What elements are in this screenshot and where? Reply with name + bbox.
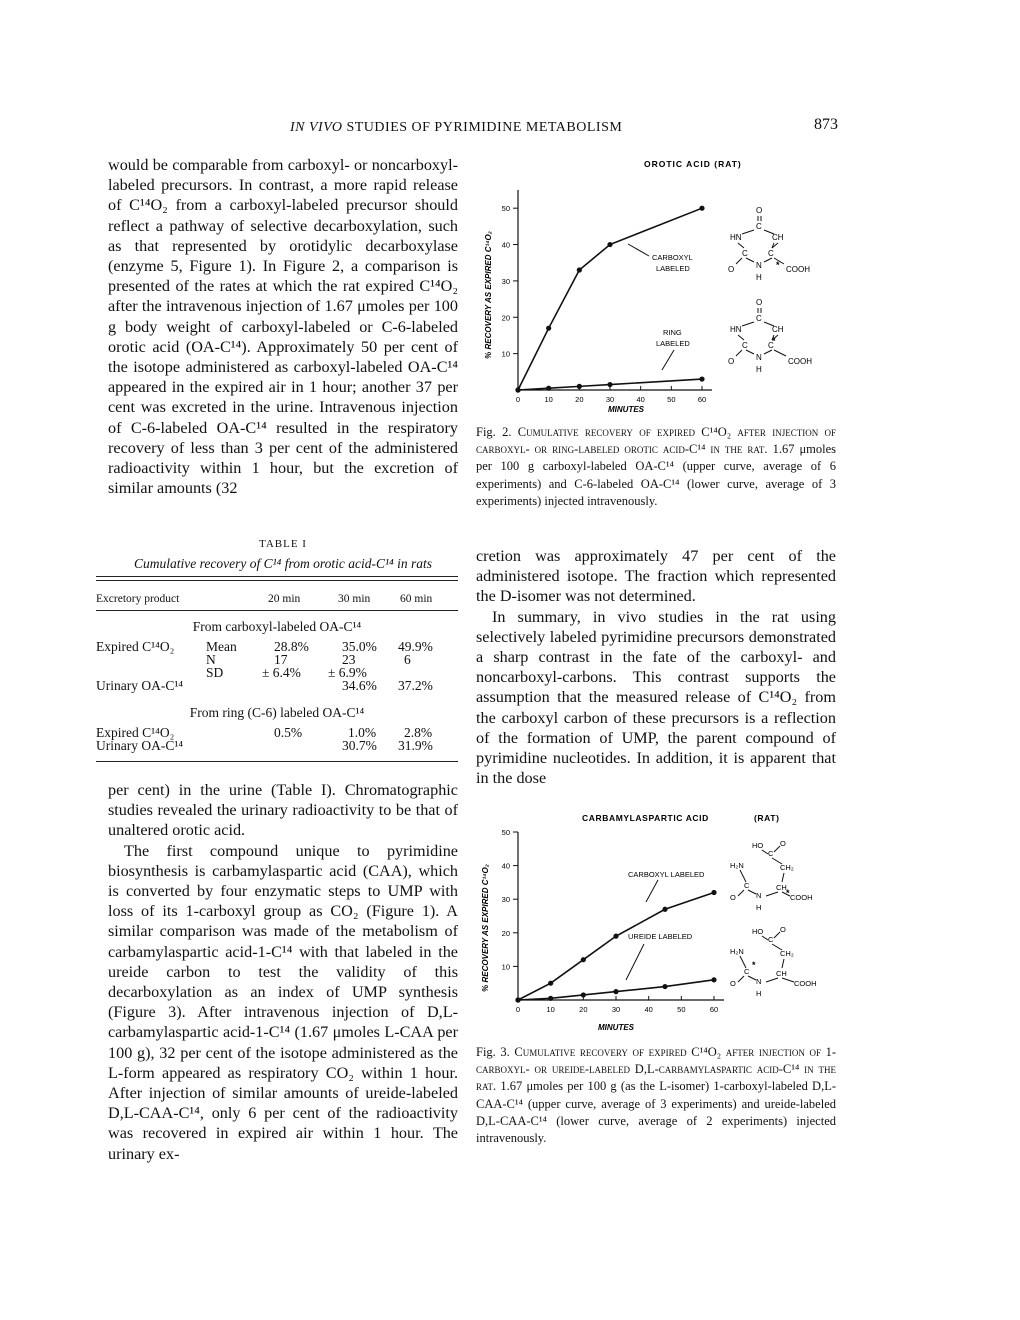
data-point [613,989,618,994]
svg-text:*: * [752,960,756,970]
svg-text:O: O [730,893,736,902]
left-column-bottom [108,780,458,1164]
header-italic: IN VIVO [290,120,343,135]
table-section-2: From ring (C-6) labeled OA-C¹⁴ [189,705,365,720]
orotic-acid-structure-carboxyl [728,206,810,282]
x-tick-label: 0 [515,395,521,404]
svg-text:*: * [786,888,790,898]
svg-text:N: N [756,261,762,270]
svg-text:CH₂: CH₂ [780,863,794,872]
data-point [577,267,582,272]
svg-text:N: N [756,891,762,900]
svg-text:O: O [756,298,763,307]
svg-text:N: N [756,977,762,986]
figure-3-label-carboxyl: CARBOXYL LABELED [628,870,705,879]
y-tick-label: 40 [501,861,510,871]
svg-text:O: O [728,265,735,274]
figure-3-caption [476,1044,836,1147]
svg-text:C: C [744,967,750,976]
figure-2-pointer [628,244,649,256]
figure-3-pointer [626,944,644,980]
x-tick-label: 40 [644,1005,653,1014]
svg-text:COOH: COOH [794,979,817,988]
data-point [711,890,716,895]
svg-text:O: O [780,839,786,848]
x-tick-label: 40 [636,395,645,404]
series-line-0 [518,208,702,390]
svg-text:C: C [768,935,774,944]
table-col-header-30: 30 min [338,593,371,605]
data-point [581,957,586,962]
svg-text:*: * [776,260,780,270]
svg-text:N: N [756,353,762,362]
data-point [662,907,667,912]
table-col-header-60: 60 min [400,593,433,605]
svg-text:CH₂: CH₂ [780,949,794,958]
right-column-middle [476,546,836,788]
table-cell: Mean [206,639,237,654]
figure-3-caption-title: Cumulative recovery of expired C¹⁴O₂ after injection of 1-carboxyl- or ureide-labeled D,L-carbamylaspartic acid-C¹⁴ in the rat. [476,1045,836,1094]
figure-2-label-carboxyl: CARBOXYL [652,253,693,262]
table-caption: Cumulative recovery of C¹⁴ from orotic acid-C¹⁴ in rats [134,556,432,571]
svg-text:CH: CH [772,325,784,334]
figure-2-title: OROTIC ACID (RAT) [644,159,742,169]
figure-3-plot [502,828,724,1014]
figure-2-ylabel: % RECOVERY AS EXPIRED C¹⁴O₂ [484,231,493,359]
svg-text:H₂N: H₂N [730,947,744,956]
carbamylaspartic-structure-ureide [730,925,817,998]
paragraph: per cent) in the urine (Table I). Chromatographic studies revealed the urinary radioactivity to be that of unaltered orotic acid. [108,781,458,840]
table-rule-bottom [96,761,458,762]
figure-2-caption [476,424,836,510]
table-label: TABLE I [259,538,307,550]
figure-2-caption-body: 1.67 μmoles per 100 g carboxyl-labeled OA-C¹⁴ (upper curve, average of 6 experiments) and C-6-labeled OA-C¹⁴ (lower curve, average of 3 experiments) injected intravenously. [476,442,837,508]
paragraph: cretion was approximately 47 per cent of the administered isotope. The fraction which represented the D-isomer was not determined. [476,547,836,606]
table-cell: 2.8% [404,725,433,740]
data-point [546,326,551,331]
figure-3-caption-lead: Fig. 3. [476,1045,510,1059]
svg-text:CH: CH [776,969,787,978]
x-tick-label: 30 [605,395,615,404]
svg-text:C: C [742,341,748,350]
y-tick-label: 50 [501,828,510,837]
svg-text:HO: HO [752,927,764,936]
y-tick-label: 40 [501,240,510,250]
data-point [546,386,551,391]
y-tick-label: 30 [501,895,510,905]
table-cell: 31.9% [398,738,433,753]
table-col-header-20: 20 min [268,593,301,605]
data-point [515,997,520,1002]
figure-3-chart [476,808,846,1038]
figure-2-xlabel: MINUTES [608,405,644,414]
data-point [548,996,553,1001]
svg-text:O: O [756,206,763,215]
x-tick-label: 30 [611,1005,621,1014]
data-point [581,992,586,997]
table-cell: 37.2% [398,678,433,693]
figure-2-caption-title: Cumulative recovery of expired C¹⁴O₂ after injection of carboxyl- or ring-labeled orotic acid-C¹⁴ in the rat. [476,425,836,457]
table-cell: Expired C¹⁴O₂ [96,639,175,654]
figure-2-label-ring-2: LABELED [656,339,690,348]
y-tick-label: 50 [501,204,510,214]
svg-text:C: C [768,249,774,258]
table-cell: SD [206,665,224,680]
table-cell: 34.6% [342,678,377,693]
y-tick-label: 10 [501,962,510,972]
svg-text:COOH: COOH [786,265,810,274]
table-cell: 6 [404,652,411,667]
figure-2-pointer [662,350,674,370]
table-cell: 1.0% [348,725,377,740]
data-point [607,382,612,387]
svg-text:C: C [756,314,762,323]
table-section-1: From carboxyl-labeled OA-C¹⁴ [192,619,362,634]
figure-2-caption-lead: Fig. 2. [476,425,512,439]
header-title: STUDIES OF PYRIMIDINE METABOLISM [346,120,623,135]
svg-text:H: H [756,989,762,998]
x-tick-label: 60 [709,1005,719,1014]
left-column-top [108,155,458,498]
paragraph: The first compound unique to pyrimidine biosynthesis is carbamylaspartic acid (CAA), which is converted by four enzymatic steps to UMP with loss of its 1-carboxyl group as CO₂ (Figure 1). A similar comparison was made of the metabolism of carbamylaspartic acid-1-C¹⁴ with that labeled in the ureide carbon to test the validity of this decarboxylation as an index of UMP synthesis (Figure 3). After intravenous injection of D,L-carbamylaspartic acid-1-C¹⁴ (1.67 μmoles L-CAA per 100 g), 32 per cent of the isotope administered as the L-form appeared as respiratory CO₂ within 1 hour. After injection of similar amounts of ureide-labeled D,L-CAA-C¹⁴, only 6 per cent of the radioactivity was recovered in expired air within 1 hour. The urinary ex- [108,841,458,1163]
figure-3-title: CARBAMYLASPARTIC ACID [582,813,709,823]
table-cell: ± 6.4% [262,665,301,680]
figure-3-caption-body: 1.67 μmoles per 100 g (as the L-isomer) 1-carboxyl-labeled D,L-CAA-C¹⁴ (upper curve, average of 3 experiments) and ureide-labeled D,L-CAA-C¹⁴ (lower curve, average of 2 experiments) injected intravenously. [476,1079,836,1146]
table-cell: Expired C¹⁴O₂ [96,725,175,740]
data-point [548,981,553,986]
table-rule-top [96,576,458,577]
svg-text:C: C [756,222,762,231]
orotic-acid-structure-ring [728,298,812,374]
paragraph: would be comparable from carboxyl- or noncarboxyl-labeled precursors. In contrast, a more rapid release of C¹⁴O₂ from a carboxyl-labeled precursor should reflect a pathway of selective decarboxylation, such as that represented by orotidylic decarboxylase (enzyme 5, Figure 1). In Figure 2, a comparison is presented of the rates at which the rat expired C¹⁴O₂ after the intravenous injection of 1.67 μmoles per 100 g body weight of carboxyl-labeled or C-6-labeled orotic acid (OA-C¹⁴). Approximately 50 per cent of the isotope administered as carboxyl-labeled OA-C¹⁴ appeared in the expired air in 1 hour; another 37 per cent was excreted in the urine. Intravenous injection of C-6-labeled OA-C¹⁴ resulted in the respiratory recovery of less than 3 per cent of the administered radioactivity within 1 hour, but the excretion of similar amounts (32 [108,156,458,498]
x-tick-label: 50 [677,1005,686,1014]
data-point [607,242,612,247]
x-tick-label: 20 [575,395,584,404]
data-point [515,387,520,392]
figure-2-label-carboxyl-2: LABELED [656,264,690,273]
x-tick-label: 10 [544,395,553,404]
figure-3-xlabel: MINUTES [598,1023,634,1032]
figure-3-title-rat: (RAT) [754,813,780,823]
table-cell: 49.9% [398,639,433,654]
carbamylaspartic-structure-carboxyl [730,839,813,912]
x-tick-label: 20 [579,1005,588,1014]
svg-text:HN: HN [730,233,742,242]
table-cell: 35.0% [342,639,377,654]
x-tick-label: 50 [667,395,676,404]
page-number: 873 [814,116,838,133]
svg-text:C: C [768,849,774,858]
y-tick-label: 10 [501,349,510,359]
table-rule-top-2 [96,580,458,581]
svg-text:C: C [742,249,748,258]
data-point [613,934,618,939]
svg-text:CH: CH [772,233,784,242]
data-point [711,977,716,982]
svg-text:O: O [728,357,735,366]
svg-text:*: * [772,336,776,346]
svg-text:CH: CH [776,883,787,892]
figure-2-chart [476,150,846,420]
table-cell: N [206,652,216,667]
data-point [662,984,667,989]
svg-text:O: O [780,925,786,934]
data-point [699,376,704,381]
table-cell: 28.8% [274,639,309,654]
table-cell: 30.7% [342,738,377,753]
figure-2-plot [502,190,712,404]
y-tick-label: 30 [501,276,510,286]
y-tick-label: 20 [501,313,510,323]
svg-text:COOH: COOH [788,357,812,366]
svg-text:COOH: COOH [790,893,813,902]
x-tick-label: 60 [697,395,707,404]
table-cell: 23 [342,652,356,667]
svg-text:C: C [744,881,750,890]
svg-text:O: O [730,979,736,988]
table-cell: Urinary OA-C¹⁴ [96,678,184,693]
figure-3-label-ureide: UREIDE LABELED [628,932,693,941]
table-col-header-product: Excretory product [96,593,180,605]
figure-2-label-ring: RING [663,328,682,337]
svg-text:H: H [756,273,762,282]
table-rule-header [96,610,458,611]
figure-3-ylabel: % RECOVERY AS EXPIRED C¹⁴O₂ [481,864,490,992]
paragraph: In summary, in vivo studies in the rat using selectively labeled pyrimidine precursors demonstrated a sharp contrast in the fate of the carboxyl- and noncarboxyl-carbons. This contrast supports the assumption that the measured release of C¹⁴O₂ from the carboxyl carbon of these precursors is a reflection of the formation of UMP, the parent compound of pyrimidine nucleotides. In addition, it is apparent that in the dose [476,607,836,788]
data-point [577,384,582,389]
x-tick-label: 10 [546,1005,555,1014]
svg-text:C: C [768,341,774,350]
y-tick-label: 20 [501,928,510,938]
data-point [699,206,704,211]
svg-text:H₂N: H₂N [730,861,744,870]
x-tick-label: 0 [515,1005,521,1014]
table-cell: 0.5% [274,725,303,740]
table-cell: 17 [274,652,288,667]
svg-text:HN: HN [730,325,742,334]
table-cell: ± 6.9% [328,665,367,680]
svg-text:HO: HO [752,841,764,850]
svg-text:H: H [756,365,762,374]
svg-text:H: H [756,903,762,912]
figure-3-pointer [646,880,658,902]
table-cell: Urinary OA-C¹⁴ [96,738,184,753]
